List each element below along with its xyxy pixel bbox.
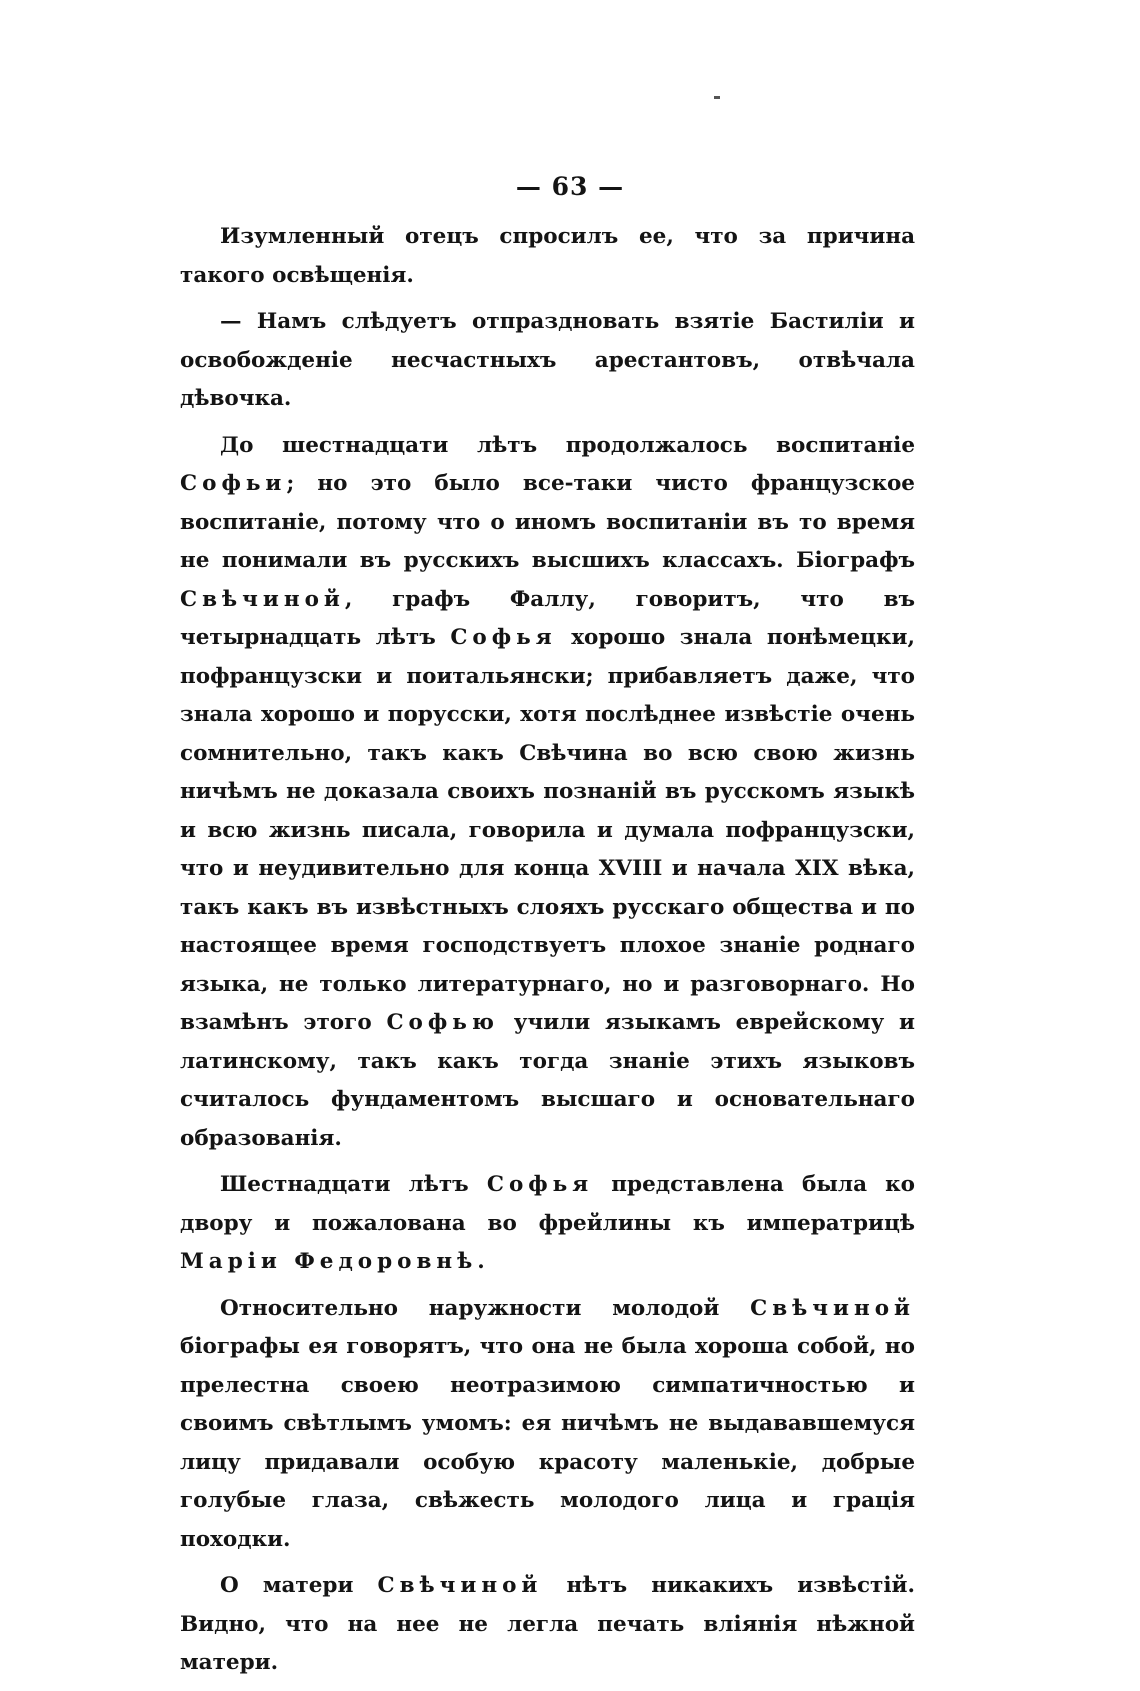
paragraph <box>180 218 915 295</box>
text-body <box>180 218 915 1691</box>
paragraph <box>180 1567 915 1683</box>
text-segment: Относительно наружности молодой <box>220 1295 751 1321</box>
text-segment: О матери <box>220 1573 378 1598</box>
text-segment: — Намъ слѣдуетъ отпраздновать взятіе Бастиліи и освобожденіе несчастныхъ арестантовъ, отвѣчала дѣвочка. <box>180 309 915 411</box>
spaced-name: Софья <box>450 625 557 650</box>
spaced-name: Софья <box>486 1172 594 1197</box>
spaced-name: Софьи <box>180 471 287 496</box>
paragraph <box>180 303 915 419</box>
text-segment: Изумленный отецъ спросилъ ее, что за причина такого освѣщенія. <box>180 224 915 288</box>
spaced-name: Софью <box>386 1010 499 1035</box>
spaced-name: Маріи Федоровнѣ <box>180 1249 478 1274</box>
paragraph <box>180 1290 915 1560</box>
spaced-name: Свѣчиной <box>377 1573 543 1598</box>
text-segment: учили языкамъ еврейскому и латинскому, такъ какъ тогда знаніе этихъ языковъ считалось фундаментомъ высшаго и основательнаго образованія. <box>180 1010 915 1151</box>
paragraph <box>180 1166 915 1282</box>
text-segment: Шестнадцати лѣтъ <box>220 1172 487 1197</box>
text-segment: ; но это было все-таки чисто французское воспитаніе, потому что о иномъ воспитаніи въ то время не понимали въ русскихъ высшихъ классахъ. Біографъ <box>180 471 915 573</box>
text-segment: , графъ Фаллу, говоритъ, что въ четырнадцать лѣтъ <box>180 586 915 650</box>
text-segment: До шестнадцати лѣтъ продолжалось воспитаніе <box>220 432 915 458</box>
text-segment: представлена была ко двору и пожалована во фрейлины къ императрицѣ <box>180 1172 916 1236</box>
scan-speck <box>714 96 720 99</box>
text-segment: . <box>477 1249 485 1274</box>
page-number: — 63 — <box>515 172 625 201</box>
spaced-name: Свѣчиной <box>750 1295 915 1321</box>
spaced-name: Свѣчиной <box>180 586 345 612</box>
text-segment: біографы ея говорятъ, что она не была хороша собой, но прелестна своею неотразимою симпатичностью и своимъ свѣтлымъ умомъ: ея ничѣмъ не выдававшемуся лицу придавали особую красоту маленькіе, добрые голубые глаза, свѣжесть молодого лица и грація походки. <box>180 1334 915 1552</box>
text-segment: нѣтъ никакихъ извѣстій. Видно, что на нее не легла печать вліянія нѣжной матери. <box>180 1573 915 1675</box>
text-segment: хорошо знала понѣмецки, пофранцузски и поитальянски; прибавляетъ даже, что знала хорошо и порусски, хотя послѣднее извѣстіе очень сомнительно, такъ какъ Свѣчина во всю свою жизнь ничѣмъ не доказала своихъ познаній въ русскомъ языкѣ и всю жизнь писала, говорила и думала пофранцузски, что и неудивительно для конца XVIII и начала XIX вѣка, такъ какъ въ извѣстныхъ слояхъ русскаго общества и по настоящее время господствуетъ плохое знаніе роднаго языка, не только литературнаго, но и разговорнаго. Но взамѣнъ этого <box>180 625 915 1035</box>
paragraph <box>180 427 915 1159</box>
